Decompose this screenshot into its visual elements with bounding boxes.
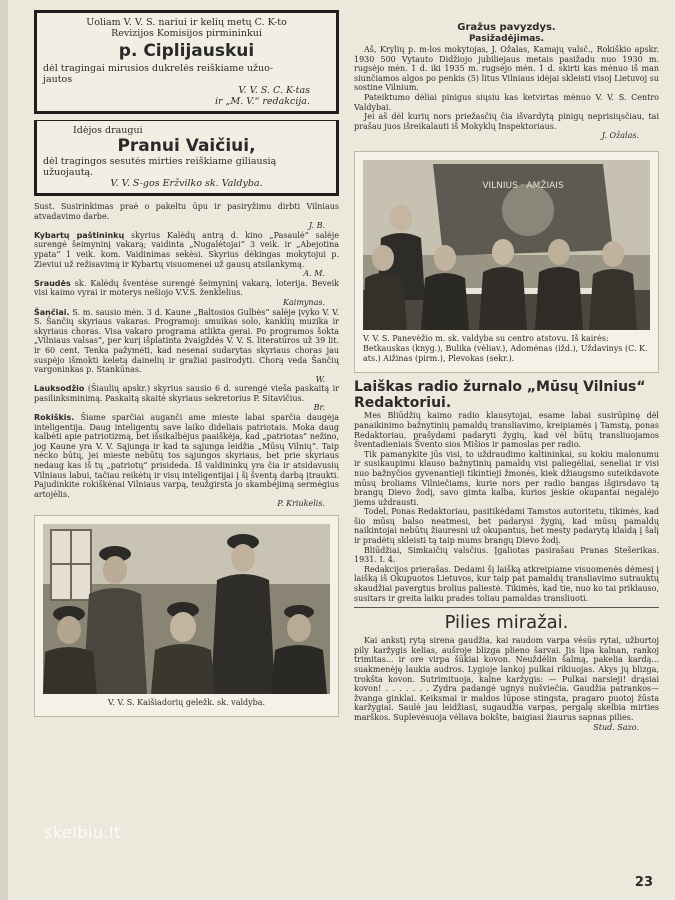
section-divider: [354, 607, 659, 608]
news-item: [34, 308, 339, 375]
news-heading: Sraudės: [34, 278, 71, 288]
letter-paragraph: Tik pamanykite jūs visi, to uždraudimo kaltininkai, su kokiu malonumu ir susikaupimu klauso bažnytinių pamaldų visi paliegėliai, seneliai ir visi nuo bažnyčios gyvenantieji tikintieji žmonės, kiek džiaugsmo suteikdavote mūsų broliams Vilniečiams, kurie nors per radio bangas išgirsdavo tą brangų Dievo žodį, savo gimta kalba, kurios jėskie okupantai negalėjo jiems uždrausti.: [354, 449, 659, 507]
branch-news: [34, 202, 339, 509]
news-text: Sust. Susirinkimas praė o pakeltu ūpu ir pasiryžimu dirbti Vilniaus atvadavimo darbe.: [34, 202, 339, 221]
news-item: [34, 202, 339, 221]
news-heading: Lauksodžio: [34, 384, 85, 394]
letter-paragraph: Bliūdžiai, Simkaičių valsčius. Įgaliotas pasirašau Pranas Stešerikas. 1931. I. 4.: [354, 545, 659, 565]
condolence-notice-ciplijauskas: [34, 10, 339, 114]
news-signature: J. B.: [308, 221, 325, 231]
news-item: [34, 413, 339, 499]
news-heading: Šančiai.: [34, 307, 70, 317]
notice-line: Revizijos Komisijos pirmininkui: [111, 28, 262, 39]
letter-paragraph: Todel, Ponas Redaktoriau, pasitikėdami Tamstos autoritetu, tikimės, kad šio mūsų balso neatmesi, bet padarysi žygių, kad mūsų pamaldų naikintojai nebūtų žiauresni už okupantus, bet mesty padarytą klaidą į šalį ir pradėtų skleisti tą taip mums brangų Dievo žodį.: [354, 507, 659, 546]
pledge-title: Gražus pavyzdys.: [457, 22, 556, 33]
news-signature: Kaimynas.: [283, 297, 325, 307]
pledge-subtitle: Pasižadėjimas.: [468, 34, 545, 44]
banner-text: VILNIUS · AMŽIAIS: [482, 181, 564, 192]
news-text: sk. Kalėdų šventėse surengė šeimyninį vakarą, loterija. Beveik visi kaimo vyrai ir moterys nešiojo V.V.S. ženklelius.: [34, 278, 339, 298]
news-text: skyrius Kalėdų antrą d. kino „Pasaulė“ salėje surengė šeimyninį vakarą; vaidinta „Nugalėtojai“ 3 veik. ir „Abejotina ypata“ 1 veik. kom. Vaidinimas sekėsi. Skyrius dėkingas mokytojui p. Zieviui už režisavimą ir Kybartų visuomenei už gausų atsilankymą.: [34, 230, 339, 269]
left-column: [34, 10, 339, 717]
notice-line: dėl tragingai mirusios dukrelės reiškiame užuo-: [43, 63, 274, 74]
poem-title: Pilies miražai.: [444, 612, 569, 634]
notice-name: Pranui Vaičiui,: [117, 136, 256, 156]
notice-line: jautos: [43, 74, 73, 85]
notice-signature: V. V. S. C. K-tas: [238, 85, 310, 96]
pledge-paragraph: Pateiktumo dėliai pinigus siųsiu kas ketvirtas mėnuo V. V. S. Centro Valdybai.: [354, 92, 659, 112]
letter-paragraph: Mes Bliūdžių kaimo radio klausytojai, esame labai susirūpinę dėl panaikinimo bažnytinių pamaldų transliavimo, kreipiamės į Tamstą, ponas Redaktoriau, prašydami padaryti žygių, kad vėl būtų transliuojamos šventadieniais Švento sios Mišios ir pamoslas per radio.: [354, 411, 659, 450]
poem-section: [354, 612, 659, 732]
letter-title: Laiškas radio žurnalo „Mūsų Vilnius“ Redaktoriui.: [354, 379, 646, 412]
letter-paragraph: Redakcijos prierašas. Dedami šį laišką atkreipiame visuomenės dėmesį į laišką iš Okupuotos Lietuvos, kur taip pat pamaldų transliavimo sutrauktų skaudžiai pavergtus brolius paliestė. Tikimės, kad tie, nuo ko tai priklauso, susitars ir greita laiku prades toliau pamaldas transliuoti.: [354, 564, 659, 603]
news-item: [34, 384, 339, 403]
news-signature: W.: [315, 374, 325, 384]
notice-line: užuojautą.: [43, 167, 94, 178]
photo-caption: V. V. S. Kaišiadorių geležk. sk. valdyba.: [107, 698, 266, 707]
notice-line: Idėjos draugui: [73, 125, 143, 136]
news-text: S. m. sausio mėn. 3 d. Kaune „Baltosios Gulbės“ salėje įvyko V. V. S. Šančių skyriaus vakaras. Programoj: smuikas solo, kanklių muzika ir skyriaus choras. Visa vakaro programa atlikta gerai. Po programos šokta „Vilniaus valsas“, per kurį išplatinta žvaigždės V. V. S. literatūros už 39 lit. ir 60 cent. Tenka pažymėti, kad nesenai sudarytas skyriaus choras jau suspėjo išmokti keletą dainelių ir gražiai pasirodyti. Chorą veda Šančių vargoninkas p. Stankūnas.: [34, 307, 339, 375]
notice-signature: ir „M. V.“ redakcija.: [214, 96, 310, 107]
page-number: 23: [634, 875, 653, 890]
notice-line: Uoliam V. V. S. nariui ir kelių metų C. K-to: [86, 17, 287, 28]
poem-signature: Stud. Sazo.: [593, 722, 639, 732]
notice-line: dėl tragingos sesutės mirties reiškiame giliausią: [43, 156, 277, 167]
news-item: [34, 279, 339, 298]
poem-text: Kai ankstį rytą sirena gaudžia, kai raudom varpa vėsūs rytai, užburtoj pily karžygis kelias, aušroje blizga plieno šarvai. Jis lipa kalnan, rankoj trimitas... ir ore virpa šūkiai kovon. Neuždėlin šalmą, pakelia kardą... suakmenėję laukia audros. Lygioje lankoj pulkai rikiuojas. Akys jų blizga, trokšta kovon. Sutrimituoja, kalne karžygis: — Pulkai narsieji! drąsiai kovon! . . . . . . . Zydra padangė ugnys nušviečia. Gaudžia patrankos—žvanga ginklai. Keiksmai ir maldos lūpose stingsta, pragaro puotoj žūsta karžygiai. Saulė jau leidžiasi, sugaudžia varpas, pergalę skelbia mirties marškos. Suplevėsuoja vėliava bokšte, baigiasi žiaurus sapnas pilies.: [354, 636, 659, 722]
notice-signature: V. V. S-gos Eržvilko sk. Valdyba.: [110, 178, 263, 189]
news-text: (Šiaulių apskr.) skyrius sausio 6 d. surengė vieša paskaitą ir pasilinksminimą. Paskaitą skaitė skyriaus sekretorius P. Sitavičius.: [34, 384, 339, 403]
photo-kaisiadorys-board: [34, 515, 339, 717]
news-signature: P. Kriukelis.: [277, 499, 325, 509]
photo-panevezys-board: [354, 151, 659, 373]
condolence-notice-vaicius: [34, 120, 339, 196]
news-signature: A. M.: [303, 269, 325, 279]
notice-name: p. Ciplijauskui: [118, 41, 255, 61]
news-heading: Rokiškis.: [34, 413, 75, 423]
news-signature: Br.: [313, 403, 325, 413]
site-watermark: skelbiu.lt: [44, 823, 121, 842]
pledge-signature: J. Ožalas.: [601, 131, 639, 141]
news-heading: Kybartų paštininkų: [34, 230, 125, 240]
right-column: [354, 22, 659, 733]
letter-section: [354, 379, 659, 603]
pledge-paragraph: Aš, Krylių p. m-los mokytojas, J. Ožalas, Kamajų valsč., Rokiškio apskr. 1930 500 Vytauto Didžiojo jubiliejaus metais pasižadu nuo 1930 m. rugsėjo mėn. 1 d. iki 1935 m. rugsėjo mėn. 1 d. skirti kas mėnuo iš man siunčiamos algos po penkis (5) litus Vilniaus idėjai skleisti visoj Lietuvoj su sostine Vilnium.: [354, 45, 659, 93]
news-text: Šiame sparčiai auganči ame mieste labai sparčia daugėja inteligentija. Daug inteligentų save laiko dideliais patriotais. Moka daug kalbėti apie patriotizmą, bet išsikalbėjus paaiškėja, kad „patriotas“ nežino, jog Kaune yra V. V. Sąjunga ir kad ta sąjunga leidžia „Mūsų Vilnių“. Taip nėcko būtų, jei mieste nebūtų tos sąjungos skyriaus, bet prie skyriaus nedaug kas iš tų „patriotų“ prisideda. Iš valdininkų yra čia ir atsidavusių Vilniaus labui, tačiau reikėtų ir visų inteligentijai į šį šventą darbą įtraukti. Pajudinkite rokiškėnai Vilniaus varpą, teužgirsta jo skambėjimą sermėgius artojėlis.: [34, 413, 339, 499]
news-item: [34, 231, 339, 269]
photo-caption: V. V. S. Panevėžio m. sk. valdyba su centro atstovu. Iš kairės: Betkauskas (knyg.), Bulika (vėliav.), Adomėnas (ižd.), Uždavinys (C. K. ats.) Aižinas (pirm.), Plevokas (sekr.).: [363, 334, 648, 364]
pledge-paragraph: Jei aš dėl kurių nors priežasčių čia išvardytą pinigų neprisiųsčiau, tai prašau juos išreikalauti iš Mokyklų Inspektoriaus.: [354, 112, 659, 131]
magazine-page: [8, 0, 675, 900]
pledge-section: [354, 22, 659, 141]
group-photo-image: [363, 160, 650, 330]
group-photo-image: [43, 524, 330, 694]
